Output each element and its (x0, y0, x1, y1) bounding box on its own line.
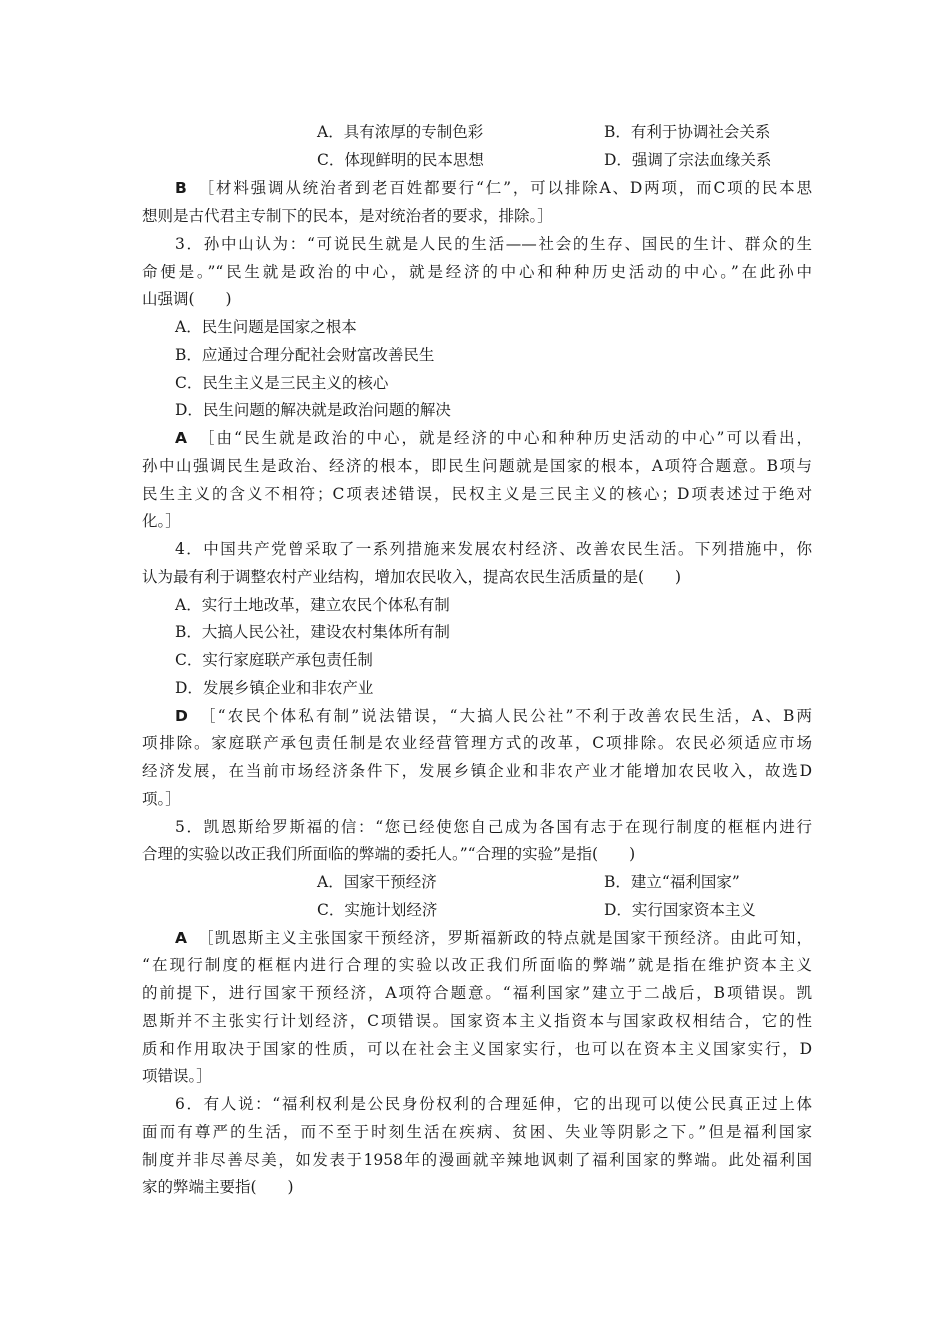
q2-answer: B (175, 179, 187, 197)
q2-option-b: B．有利于协调社会关系 (604, 123, 771, 141)
q6-stem-line-4: 家的弊端主要指( ) (142, 1178, 294, 1196)
q6-stem-line-3: 制度并非尽善尽美，如发表于1958年的漫画就辛辣地讽刺了福利国家的弊端。此处福利国 (142, 1151, 812, 1169)
q5-stem-line-2: 合理的实验以改正我们所面临的弊端的委托人。”“合理的实验”是指( ) (142, 845, 636, 863)
q3-option-a: A．民生问题是国家之根本 (175, 318, 357, 336)
q2-option-a: A．具有浓厚的专制色彩 (317, 123, 484, 141)
q3-explanation-text-1: ［由“民生就是政治的中心，就是经济的中心和种种历史活动的中心”可以看出， (197, 429, 812, 447)
q5-explanation-line-1 (175, 927, 812, 949)
q2-explanation-line-2: 想则是古代君主专制下的民本，是对统治者的要求，排除。］ (142, 207, 553, 225)
q5-option-d: D．实行国家资本主义 (604, 901, 756, 919)
q3-stem-line-3: 山强调( ) (142, 290, 232, 308)
q6-stem-line-1: 6．有人说：“福利权利是公民身份权利的合理延伸，它的出现可以使公民真正过上体 (175, 1095, 812, 1113)
q3-option-c: C．民生主义是三民主义的核心 (175, 374, 389, 392)
q2-explanation-line-1 (175, 177, 812, 199)
q4-explanation-text-1: ［“农民个体私有制”说法错误，“大搞人民公社”不利于改善农民生活，A、B两 (197, 707, 812, 725)
q4-explanation-line-2: 项排除。家庭联产承包责任制是农业经营管理方式的改革，C项排除。农民必须适应市场 (142, 734, 812, 752)
q4-answer: D (175, 707, 188, 725)
q5-option-c: C．实施计划经济 (317, 901, 438, 919)
q5-stem-line-1: 5．凯恩斯给罗斯福的信：“您已经使您自己成为各国有志于在现行制度的框框内进行 (175, 818, 812, 836)
q5-explanation-line-6: 项错误。］ (142, 1067, 212, 1085)
q5-option-b: B．建立“福利国家” (604, 873, 740, 891)
q5-explanation-line-2: “在现行制度的框框内进行合理的实验以改正我们所面临的弊端”就是指在维护资本主义 (142, 956, 812, 974)
q3-explanation-line-2: 孙中山强调民生是政治、经济的根本，即民生问题就是国家的根本，A项符合题意。B项与 (142, 457, 812, 475)
q6-stem-line-2: 面而有尊严的生活，而不至于时刻生活在疾病、贫困、失业等阴影之下。”但是福利国家 (142, 1123, 812, 1141)
q2-explanation-text-1: ［材料强调从统治者到老百姓都要行“仁”，可以排除A、D两项，而C项的民本思 (196, 179, 812, 197)
q3-option-d: D．民生问题的解决就是政治问题的解决 (175, 401, 451, 419)
q5-answer: A (175, 929, 187, 947)
q5-options-row-2 (142, 899, 812, 921)
q3-stem-line-1: 3．孙中山认为：“可说民生就是人民的生活——社会的生存、国民的生计、群众的生 (175, 235, 812, 253)
q4-stem-line-1: 4．中国共产党曾采取了一系列措施来发展农村经济、改善农民生活。下列措施中，你 (175, 540, 812, 558)
q3-stem-line-2: 命便是。”“民生就是政治的中心，就是经济的中心和种种历史活动的中心。”在此孙中 (142, 263, 812, 281)
q2-option-d: D．强调了宗法血缘关系 (604, 151, 772, 169)
q3-option-b: B．应通过合理分配社会财富改善民生 (175, 346, 435, 364)
q4-stem-line-2: 认为最有利于调整农村产业结构，增加农民收入，提高农民生活质量的是( ) (142, 568, 682, 586)
q4-explanation-line-3: 经济发展，在当前市场经济条件下，发展乡镇企业和非农产业才能增加农民收入，故选D (142, 762, 812, 780)
q4-explanation-line-4: 项。］ (142, 790, 181, 808)
q3-explanation-line-3: 民生主义的含义不相符；C项表述错误，民权主义是三民主义的核心；D项表述过于绝对 (142, 485, 812, 503)
q2-options-row-1 (142, 121, 812, 143)
q5-explanation-line-5: 质和作用取决于国家的性质，可以在社会主义国家实行，也可以在资本主义国家实行，D (142, 1040, 812, 1058)
q4-explanation-line-1 (175, 705, 812, 727)
q5-option-a: A．国家干预经济 (317, 873, 437, 891)
q4-option-a: A．实行土地改革，建立农民个体私有制 (175, 596, 450, 614)
q4-option-c: C．实行家庭联产承包责任制 (175, 651, 373, 669)
q3-answer: A (175, 429, 187, 447)
q3-explanation-line-1 (175, 427, 812, 449)
q2-options-row-2 (142, 149, 812, 171)
q5-explanation-line-4: 恩斯并不主张实行计划经济，C项错误。国家资本主义指资本与国家政权相结合，它的性 (142, 1012, 812, 1030)
q5-explanation-line-3: 的前提下，进行国家干预经济，A项符合题意。“福利国家”建立于二战后，B项错误。凯 (142, 984, 812, 1002)
q5-options-row-1 (142, 871, 812, 893)
q5-explanation-text-1: ［凯恩斯主义主张国家干预经济，罗斯福新政的特点就是国家干预经济。由此可知， (197, 929, 812, 947)
q3-explanation-line-4: 化。］ (142, 512, 181, 530)
q2-option-c: C．体现鲜明的民本思想 (317, 151, 484, 169)
q4-option-d: D．发展乡镇企业和非农产业 (175, 679, 374, 697)
q4-option-b: B．大搞人民公社，建设农村集体所有制 (175, 623, 450, 641)
